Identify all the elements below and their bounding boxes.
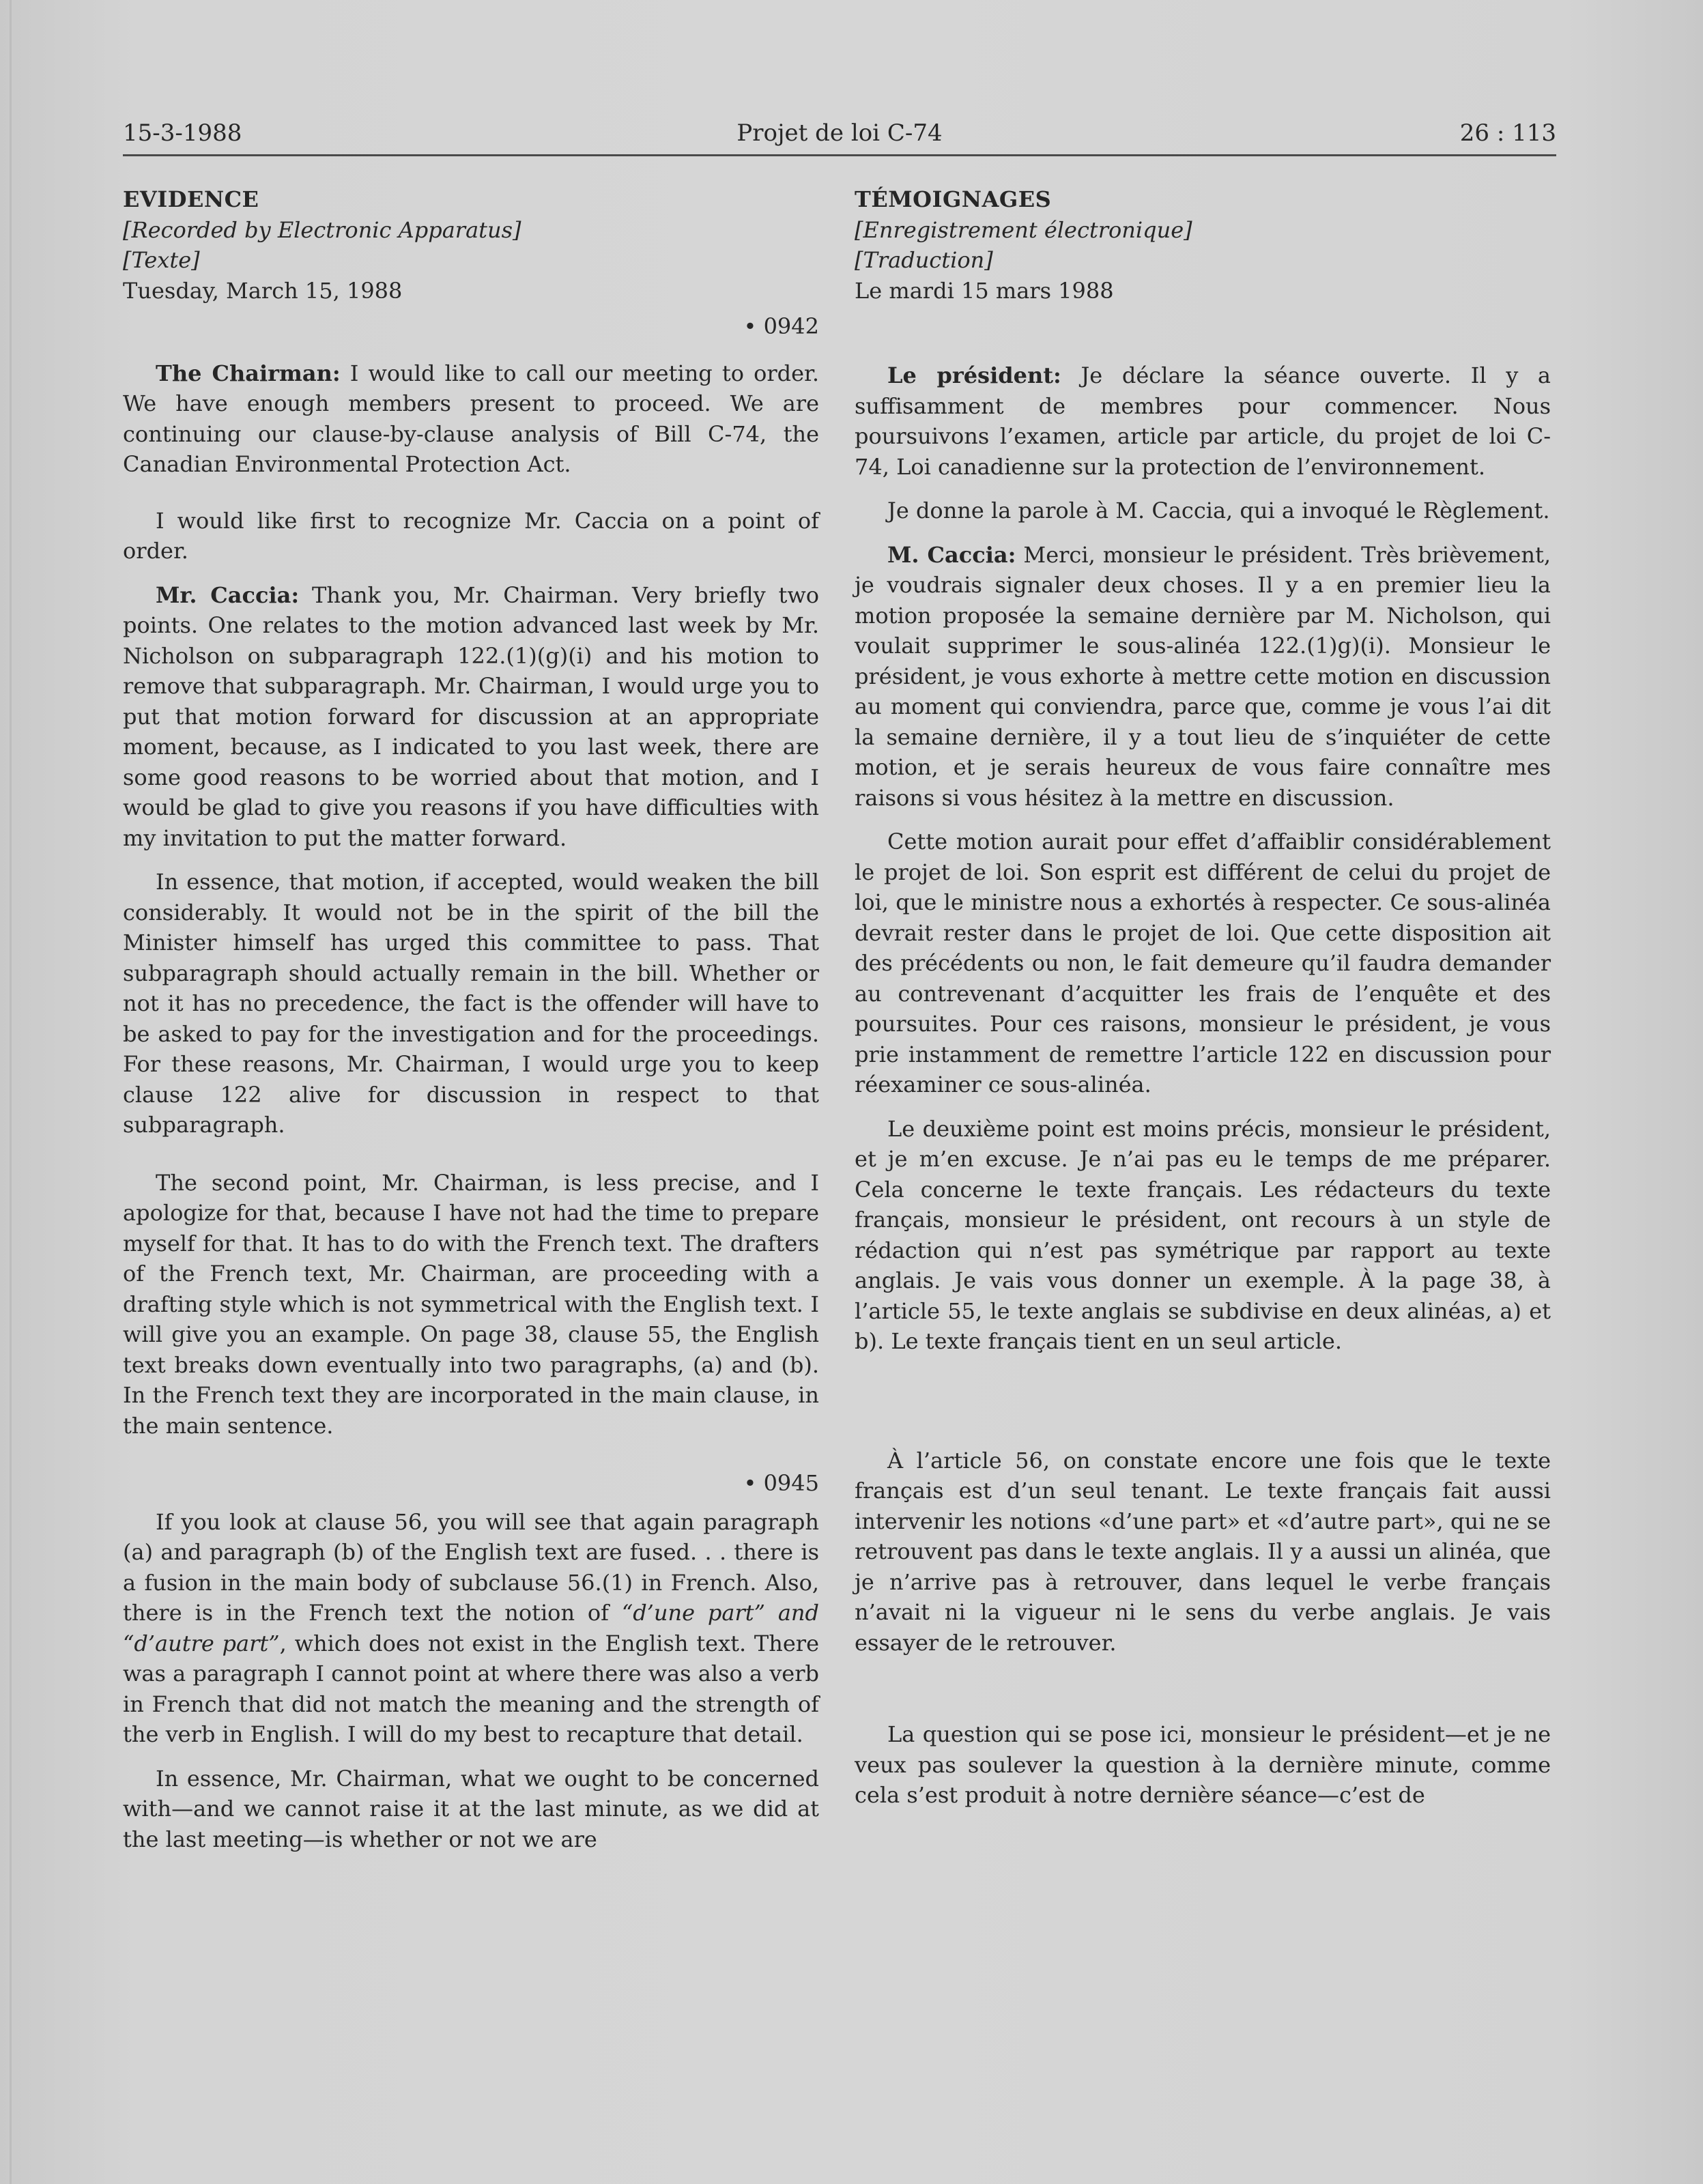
paragraph-text: I would like to call our meeting to order. We have enough members present to proceed. We are continuing our clause-by-clause analysis of Bill C-74, the Canadian Environmental Protection Act. [123,360,819,477]
paragraph-second-point: The second point, Mr. Chairman, is less precise, and I apologize for that, because I have not had the time to prepare myself for that. It has to do with the French text. The drafters of the French text, Mr. Chairman, are proceeding with a drafting style which is not symmetrical with the English text. I will give you an example. On page 38, clause 55, the English text breaks down eventually into two paragraphs, (a) and (b). In the French text they are incorporated in the main clause, in the main sentence. [123,1169,819,1439]
paragraph-cette-motion: Cette motion aurait pour effet d’affaiblir considérablement le projet de loi. Son esprit est différent de celui du projet de loi, que le ministre nous a exhortés à respecter. Ce sous-alinéa devrait rester dans le projet de loi. Que cette disposition ait des précédents ou non, le fait demeure qu’il faudra demander au contrevenant d’acquitter les frais de l’enquête et des poursuites. Pour ces raisons, monsieur le président, je vous prie instamment de remettre l’article 122 en discussion pour réexaminer ce sous-alinéa. [855,829,1551,1097]
recorded-note: [Recorded by Electronic Apparatus] [123,216,521,243]
time-marker-0942: • 0942 [743,313,819,339]
sitting-date-fr: Le mardi 15 mars 1988 [855,277,1114,304]
header-title: Projet de loi C-74 [736,119,943,147]
section-heading-evidence: EVIDENCE [123,186,259,212]
header-page-number: 26 : 113 [1459,119,1556,147]
english-column [123,184,819,1854]
time-marker-0945: • 0945 [743,1470,819,1496]
paragraph-caccia-points [123,580,819,854]
running-header [123,116,1556,156]
italic-phrase: “d’une part” and “d’autre part” [123,1600,820,1656]
paragraph-text: Je déclare la séance ouverte. Il y a suffisamment de membres pour commencer. Nous poursuivons l’examen, article par article, du projet de loi C-74, Loi canadienne sur la protection de l’environnement. [855,362,1551,480]
paragraph-president-ouverture [855,360,1551,482]
paragraph-text: Merci, monsieur le président. Très brièvement, je voudrais signaler deux choses. Il y a en premier lieu la motion proposée la semaine dernière par M. Nicholson, qui voulait supprimer le sous-alinéa 122.(1)g)(i). Monsieur le président, je vous exhorte à mettre cette motion en discussion au moment qui conviendra, parce que, comme je vous l’ai dit la semaine dernière, il y a tout lieu de s’inquiéter de cette motion, et je serais heureux de vous faire connaître mes raisons si vous hésitez à la mettre en discussion. [855,541,1551,811]
speaker-label: The Chairman: [156,360,341,386]
traduction-note: [Traduction] [855,247,993,273]
page-spine [10,0,12,2184]
paragraph-recognize-caccia: I would like first to recognize Mr. Caccia on a point of order. [123,507,819,564]
header-date: 15-3-1988 [123,119,242,147]
speaker-label: M. Caccia: [887,541,1016,568]
paragraph-caccia-choses [855,540,1551,814]
paragraph-question: La question qui se pose ici, monsieur le président—et je ne veux pas soulever la question à la dernière minute, comme cela s’est produit à notre dernière séance—c’est de [855,1721,1551,1808]
enregistrement-note: [Enregistrement électronique] [855,216,1192,243]
speaker-label: Mr. Caccia: [156,581,300,608]
speaker-label: Le président: [887,362,1061,388]
paragraph-clause-56 [123,1507,819,1750]
paragraph-in-essence-motion: In essence, that motion, if accepted, would weaken the bill considerably. It would not be in the spirit of the bill the Minister himself has urged this committee to pass. That subparagraph should actually remain in the bill. Whether or not it has no precedence, the fact is the offender will have to be asked to pay for the investigation and for the proceedings. For these reasons, Mr. Chairman, I would urge you to keep clause 122 alive for discussion in respect to that subparagraph. [123,869,819,1138]
paragraph-deuxieme-point: Le deuxième point est moins précis, monsieur le président, et je m’en excuse. Je n’ai pas eu le temps de me préparer. Cela concerne le texte français. Les rédacteurs du texte français, monsieur le président, ont recours à un style de rédaction qui n’est pas symétrique par rapport au texte anglais. Je vais vous donner un exemple. À la page 38, à l’article 55, le texte anglais se subdivise en deux alinéas, a) et b). Le texte français tient en un seul article. [855,1115,1551,1354]
paragraph-text: Thank you, Mr. Chairman. Very briefly two points. One relates to the motion advanced last week by Mr. Nicholson on subparagraph 122.(1)(g)(i) and his motion to remove that subparagraph. Mr. Chairman, I would urge you to put that motion forward for discussion at an appropriate moment, because, as I indicated to you last week, there are some good reasons to be worried about that motion, and I would be glad to give you reasons if you have difficulties with my invitation to put the matter forward. [123,581,820,851]
french-column [855,184,1551,1811]
paragraph-text: If you look at clause 56, you will see that again paragraph (a) and paragraph (b) of the English text are fused. . . there is a fusion in the main body of subclause 56.(1) in French. Also, there is in the French text the notion of [123,1508,819,1626]
texte-note: [Texte] [123,247,200,273]
sitting-date: Tuesday, March 15, 1988 [123,277,403,304]
paragraph-text: , which does not exist in the English text. There was a paragraph I cannot point at where there was also a verb in French that did not match the meaning and the strength of the verb in English. I will do my best to recapture that detail. [123,1630,820,1747]
section-heading-temoignages: TÉMOIGNAGES [855,186,1052,212]
paragraph-article-56: À l’article 56, on constate encore une fois que le texte français est d’un seul tenant. Le texte français fait aussi intervenir les notions «d’une part» et «d’autre part», qui ne se retrouvent pas dans le texte anglais. Il y a aussi un alinéa, que je n’arrive pas à retrouver, dans lequel le verbe français n’avait ni la vigueur ni le sens du verbe anglais. Je vais essayer de le retrouver. [855,1447,1551,1656]
paragraph-in-essence-chairman: In essence, Mr. Chairman, what we ought to be concerned with—and we cannot raise it at the last minute, as we did at the last meeting—is whether or not we are [123,1765,819,1852]
paragraph-parole-caccia: Je donne la parole à M. Caccia, qui a invoqué le Règlement. [887,498,1550,523]
paragraph-chairman-opening [123,358,819,480]
